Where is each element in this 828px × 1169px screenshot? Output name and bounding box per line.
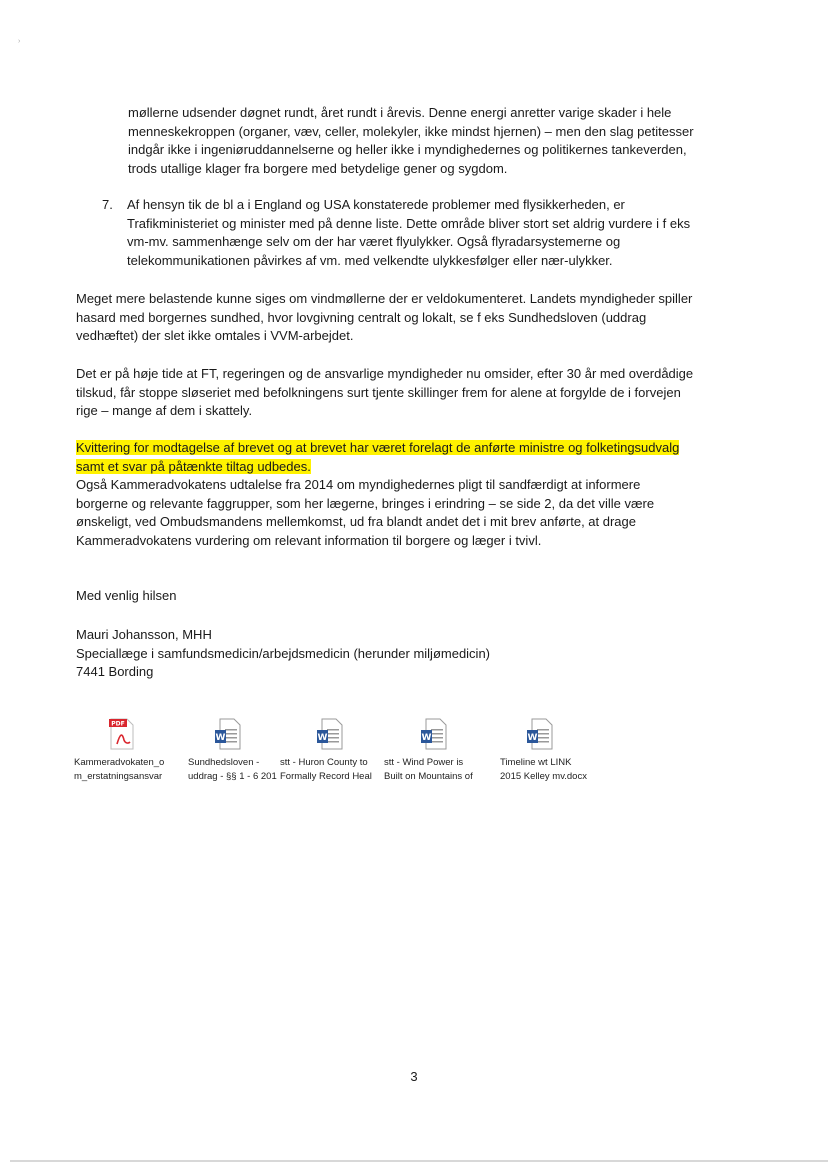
svg-text:W: W: [421, 733, 432, 743]
paragraph-kammeradvokat: [76, 476, 756, 550]
svg-text:W: W: [527, 733, 538, 743]
text-line: Det er på høje tide at FT, regeringen og de ansvarlige myndigheder nu omsider, efter 30 år med overdådige: [76, 366, 694, 381]
text-line: Af hensyn tik de bl a i England og USA konstaterede problemer med flysikkerheden, er: [127, 197, 625, 212]
closing-text: Med venlig hilsen: [76, 588, 177, 603]
text-line: indgår ikke i ingeniøruddannelserne og heller ikke i myndighedernes og politikernes tankeverden,: [128, 142, 687, 157]
word-file-icon: [316, 718, 344, 750]
text-line: ønskeligt, ved Ombudsmandens mellemkomst, ud fra blandt andet det i mit brev anførte, at drage: [76, 514, 636, 529]
text-line: trods utallige klager fra borgere med betydelige gener og sygdom.: [128, 160, 508, 176]
signature-name: Mauri Johansson, MHH: [76, 627, 212, 642]
text-line: Kammeradvokatens vurdering om relevant information til borgere og læger i tvivl.: [76, 532, 542, 548]
text-line: vm-mv. sammenhænge selv om der har været flyulykker. Også flyradarsystemerne og: [127, 234, 621, 249]
signature-address: 7441 Bording: [76, 664, 154, 679]
text-line: rige – mange af dem i skattely.: [76, 403, 253, 418]
svg-text:W: W: [317, 733, 328, 743]
attachment-wind-power[interactable]: [384, 718, 484, 788]
attachment-name-line: m_erstatningsansvar: [74, 771, 163, 782]
word-file-icon: [420, 718, 448, 750]
signature-title: Speciallæge i samfundsmedicin/arbejdsmedicin (herunder miljømedicin): [76, 645, 491, 661]
closing: [76, 587, 756, 606]
text-line: Meget mere belastende kunne siges om vindmøllerne der er veldokumenteret. Landets myndigheder spiller: [76, 291, 693, 306]
text-line: telekommunikationen påvirkes af vm. med velkendte ulykkesfølger eller nær-ulykker.: [127, 252, 613, 268]
text-line: møllerne udsender døgnet rundt, året rundt i årevis. Denne energi anretter varige skader i hele: [128, 105, 672, 120]
attachment-kammeradvokaten[interactable]: [74, 718, 174, 788]
word-file-icon: [214, 718, 242, 750]
text-line: Trafikministeriet og minister med på denne liste. Dette område bliver stort set aldrig vurdere i f eks: [127, 215, 691, 231]
attachment-name-line: Timeline wt LINK: [500, 757, 572, 768]
paragraph-windmills: [76, 290, 756, 346]
attachment-huron-county[interactable]: [280, 718, 380, 788]
signature-block: [76, 626, 756, 682]
attachment-name-line: stt - Huron County to: [280, 757, 368, 768]
attachment-name-line: uddrag - §§ 1 - 6 201: [188, 771, 277, 782]
attachment-name-line: 2015 Kelley mv.docx: [500, 771, 587, 782]
word-file-icon: [526, 718, 554, 750]
text-line: tilskud, får stoppe sløseriet med befolkningens surt tjente skillinger frem for alene at forgylde de i forvejen: [76, 384, 681, 400]
bottom-divider: [10, 1160, 828, 1162]
highlighted-text: Kvittering for modtagelse af brevet og at brevet har været forelagt de anførte ministre og folketingsudvalg: [76, 440, 680, 455]
attachment-name-line: Formally Record Heal: [280, 771, 372, 782]
svg-text:W: W: [215, 733, 226, 743]
attachment-name-line: stt - Wind Power is: [384, 757, 464, 768]
paragraph-subsidies: [76, 365, 756, 421]
attachments-row: [74, 718, 614, 788]
text-line: Også Kammeradvokatens udtalelse fra 2014 om myndighedernes pligt til sandfærdigt at informere: [76, 477, 641, 492]
text-line: borgerne og relevante faggrupper, som her lægerne, bringes i erindring – se side 2, da det ville være: [76, 495, 655, 511]
text-line: hasard med borgernes sundhed, hvor lovgivning centralt og lokalt, se f eks Sundhedsloven (uddrag: [76, 309, 647, 325]
text-line: menneskekroppen (organer, væv, celler, molekyler, ikke mindst hjernen) – men den slag petitesser: [128, 123, 694, 139]
attachment-name-line: Built on Mountains of: [384, 771, 473, 782]
attachment-timeline[interactable]: [488, 718, 588, 788]
corner-mark: ›: [18, 38, 21, 45]
highlighted-text: samt et svar på påtænkte tiltag udbedes.: [76, 458, 311, 474]
attachment-name-line: Sundhedsloven -: [188, 757, 260, 768]
page-number: 3: [410, 1069, 418, 1084]
attachment-name-line: Kammeradvokaten_o: [74, 757, 165, 768]
highlighted-request: [76, 439, 756, 476]
list-item-number: 7.: [102, 197, 113, 212]
svg-text:PDF: PDF: [111, 720, 125, 728]
paragraph-continuation: [128, 104, 808, 178]
pdf-file-icon: [108, 718, 136, 750]
text-line: vedhæftet) der slet ikke omtales i VVM-arbejdet.: [76, 328, 354, 343]
attachment-sundhedsloven[interactable]: [176, 718, 276, 788]
